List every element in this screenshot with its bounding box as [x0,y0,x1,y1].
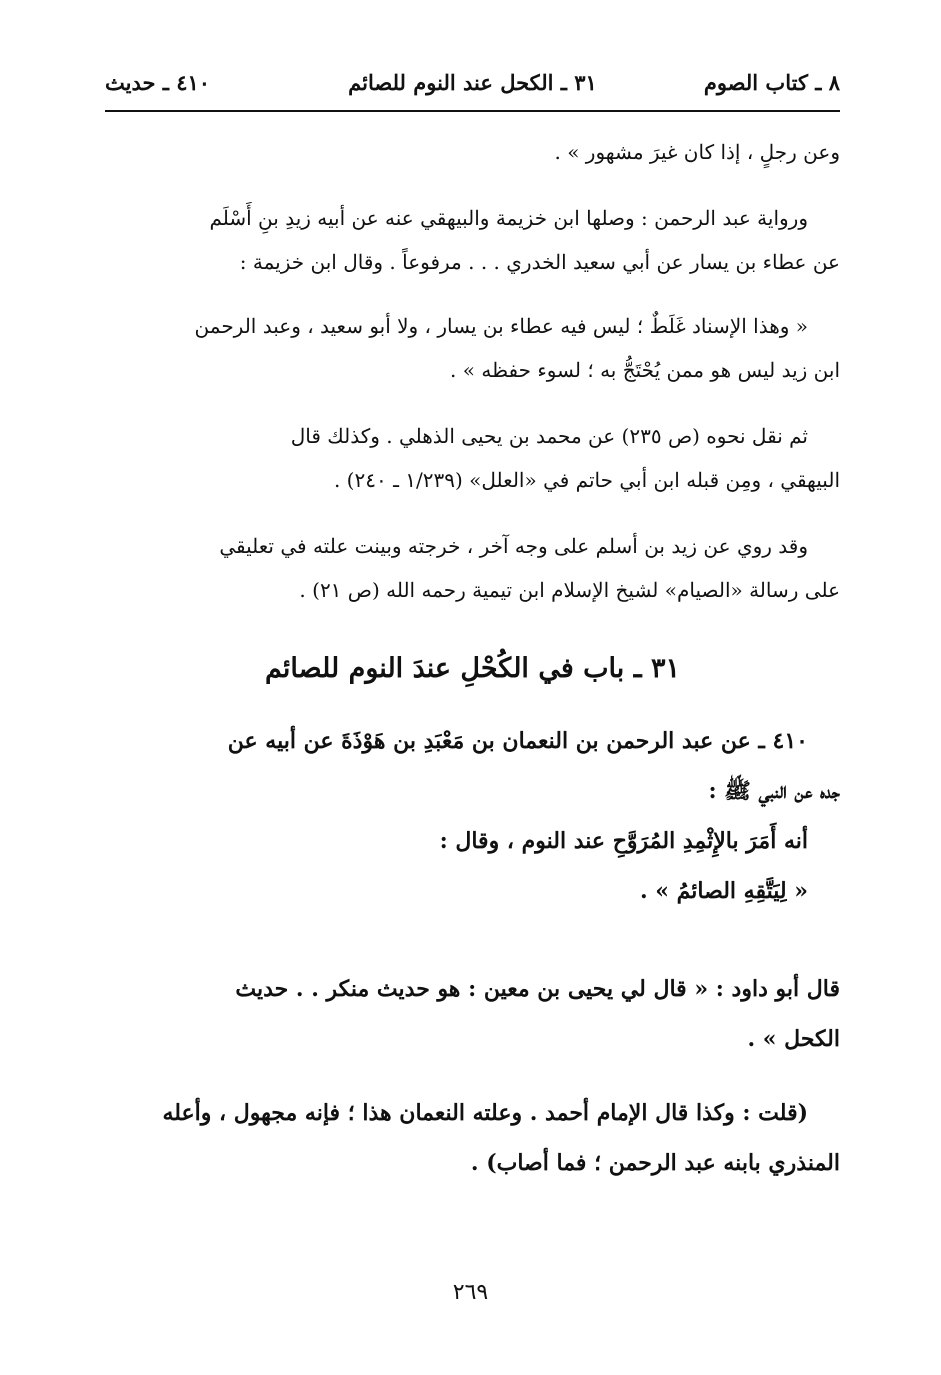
paragraph-3 [105,304,840,392]
text-line: ورواية عبد الرحمن : وصلها ابن خزيمة والبيهقي عنه عن أبيه زيدِ بنِ أَسْلَم [209,206,808,230]
text-line: البيهقي ، ومِن قبله ابن أبي حاتم في «العلل» (١/٢٣٩ ـ ٢٤٠) . [333,468,840,492]
hadith-line: أنه أَمَرَ بالإِثْمِدِ المُرَوَّحِ عند النوم ، وقال : [439,828,808,854]
hadith-line: جده عن النبي ﷺ : [708,778,840,804]
text-line: ابن زيد ليس هو ممن يُحْتَجُّ به ؛ لسوء حفظه » . [450,358,840,382]
text-line: وقد روي عن زيد بن أسلم على وجه آخر ، خرجته وبينت علته في تعليقي [219,534,808,558]
header-book-title: ٨ ـ كتاب الصوم [703,70,840,95]
header-hadith-number: ٤١٠ ـ حديث [105,70,211,95]
running-header [105,66,840,112]
paragraph-5 [105,524,840,612]
paragraph-2 [105,196,840,284]
text-line: عن عطاء بن يسار عن أبي سعيد الخدري . . . مرفوعاً . وقال ابن خزيمة : [239,250,840,274]
commentary-line: قال أبو داود : « قال لي يحيى بن معين : هو حديث منكر . . حديث [235,976,840,1002]
text-line: وعن رجلٍ ، إذا كان غيرَ مشهور » . [554,140,840,164]
hadith-text [105,716,840,916]
page-number: ٢٦٩ [452,1280,489,1305]
hadith-line: ٤١٠ ـ عن عبد الرحمن بن النعمان بن مَعْبَدِ بن هَوْذَةَ عن أبيه عن [227,728,808,754]
text-line: على رسالة «الصيام» لشيخ الإسلام ابن تيمية رحمه الله (ص ٢١) . [299,578,840,602]
hadith-line: « لِيَتَّقِهِ الصائمُ » . [639,878,808,904]
header-chapter-title: ٣١ ـ الكحل عند النوم للصائم [348,70,597,95]
chapter-title: ٣١ ـ باب في الكُحْلِ عندَ النوم للصائم [264,653,681,684]
commentary-line: المنذري بابنه عبد الرحمن ؛ فما أصاب) . [470,1150,840,1176]
commentary-1 [105,964,840,1064]
text-line: « وهذا الإسناد غَلَطٌ ؛ ليس فيه عطاء بن يسار ، ولا أبو سعيد ، وعبد الرحمن [194,314,808,338]
paragraph-4 [105,414,840,502]
commentary-line: الكحل » . [747,1026,840,1052]
text-line: ثم نقل نحوه (ص ٢٣٥) عن محمد بن يحيى الذهلي . وكذلك قال [290,424,808,448]
commentary-2 [105,1088,840,1188]
paragraph-1 [105,130,840,174]
commentary-line: (قلت : وكذا قال الإمام أحمد . وعلته النعمان هذا ؛ فإنه مجهول ، وأعله [162,1100,808,1126]
